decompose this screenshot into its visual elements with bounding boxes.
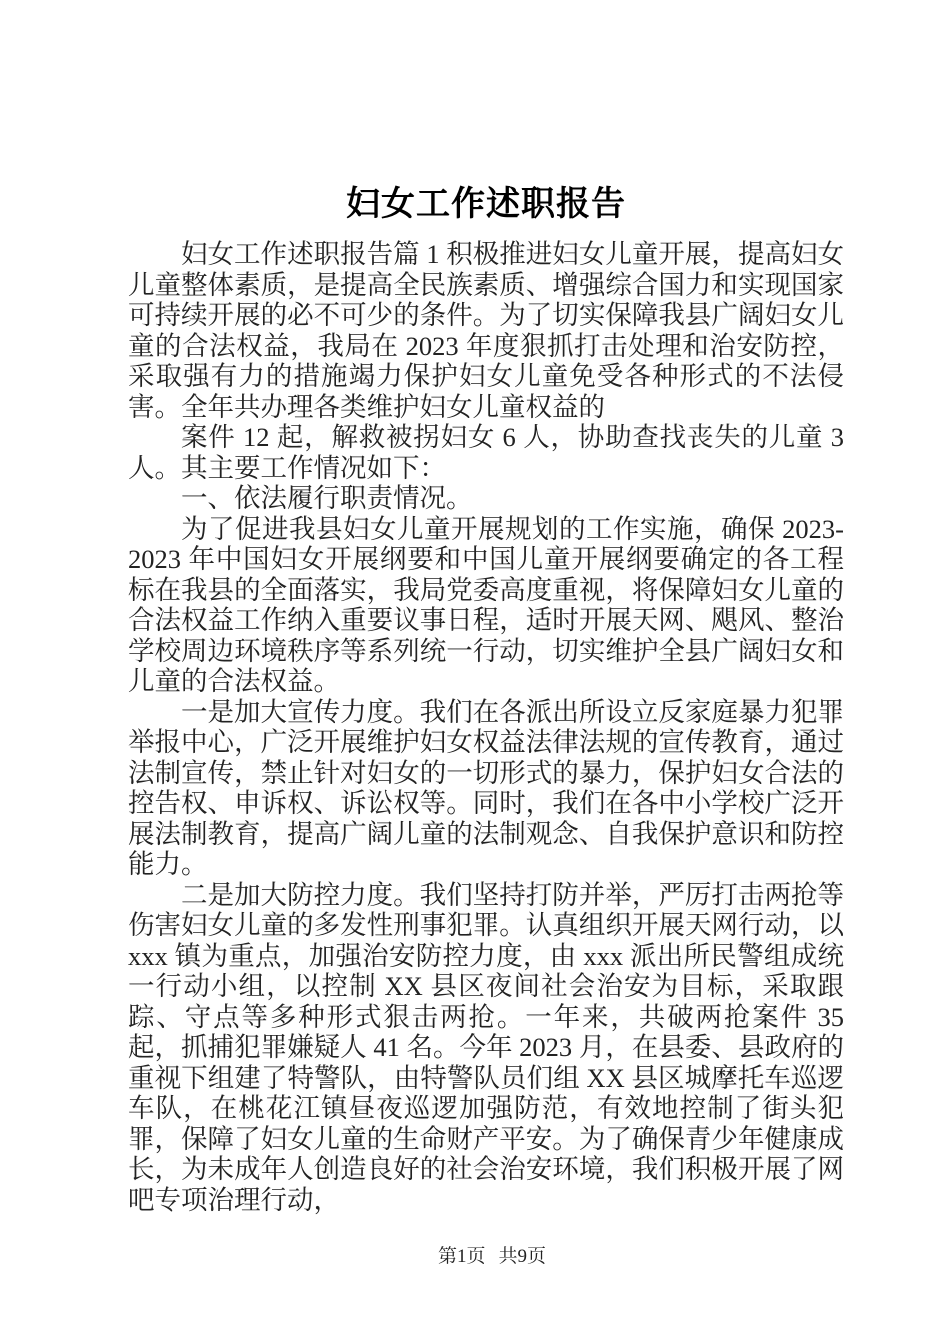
paragraph: 为了促进我县妇女儿童开展规划的工作实施，确保 2023-2023 年中国妇女开展纲要和中国儿童开展纲要确定的各工程标在我县的全面落实，我局党委高度重视，将保障妇女儿童的合法权益工作纳入重要议事日程，适时开展天网、飓风、整治学校周边环境秩序等系列统一行动，切实维护全县广阔妇女和儿童的合法权益。	[128, 513, 844, 696]
paragraph: 二是加大防控力度。我们坚持打防并举，严厉打击两抢等伤害妇女儿童的多发性刑事犯罪。认真组织开展天网行动，以 xxx 镇为重点，加强治安防控力度，由 xxx 派出所民警组成统一行动小组，以控制 XX 县区夜间社会治安为目标，采取跟踪、守点等多种形式狠击两抢。一年来，共破两抢案件 35 起，抓捕犯罪嫌疑人 41 名。今年 2023 月，在县委、县政府的重视下组建了特警队，由特警队员们组 XX 县区城摩托车巡逻车队，在桃花江镇昼夜巡逻加强防范，有效地控制了街头犯罪，保障了妇女儿童的生命财产平安。为了确保青少年健康成长，为未成年人创造良好的社会治安环境，我们积极开展了网吧专项治理行动，	[128, 879, 844, 1215]
document-title: 妇女工作述职报告	[346, 186, 626, 223]
page-number-label: 第1页	[438, 1246, 486, 1267]
document-body	[128, 239, 844, 1215]
document-content	[128, 184, 844, 1215]
paragraph: 一、依法履行职责情况。	[181, 483, 473, 513]
page-footer	[438, 1241, 546, 1268]
paragraph: 案件 12 起，解救被拐妇女 6 人，协助查找丧失的儿童 3 人。其主要工作情况如下：	[128, 422, 844, 483]
paragraph: 一是加大宣传力度。我们在各派出所设立反家庭暴力犯罪举报中心，广泛开展维护妇女权益法律法规的宣传教育，通过法制宣传，禁止针对妇女的一切形式的暴力，保护妇女合法的控告权、申诉权、诉讼权等。同时，我们在各中小学校广泛开展法制教育，提高广阔儿童的法制观念、自我保护意识和防控能力。	[128, 696, 844, 879]
paragraph: 妇女工作述职报告篇 1 积极推进妇女儿童开展，提高妇女儿童整体素质，是提高全民族素质、增强综合国力和实现国家可持续开展的必不可少的条件。为了切实保障我县广阔妇女儿童的合法权益，我局在 2023 年度狠抓打击处理和治安防控，采取强有力的措施竭力保护妇女儿童免受各种形式的不法侵害。全年共办理各类维护妇女儿童权益的	[128, 239, 844, 422]
total-pages-label: 共9页	[498, 1246, 547, 1267]
